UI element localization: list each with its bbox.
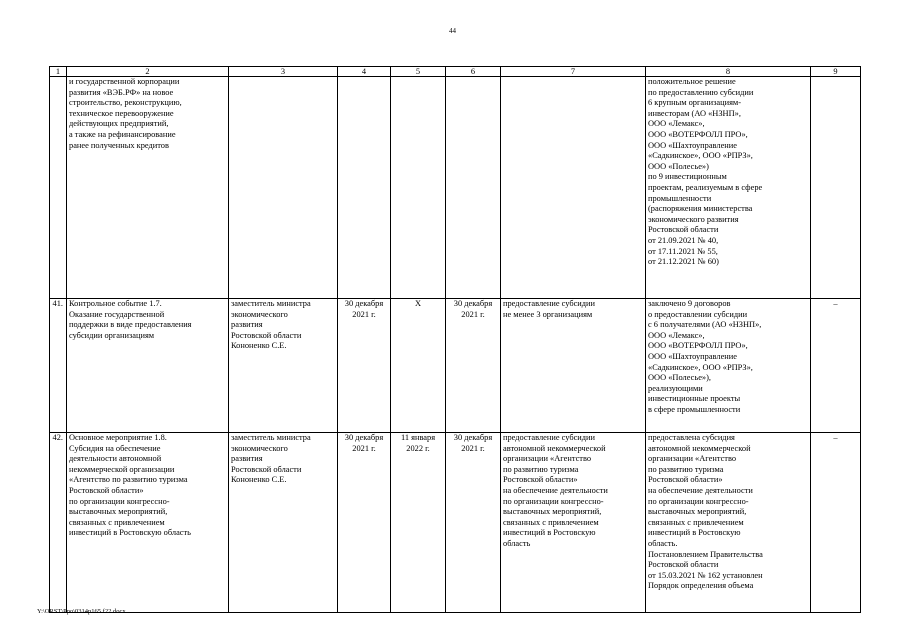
- note: [811, 77, 861, 299]
- note: –: [811, 433, 861, 613]
- row-number: 42.: [50, 433, 67, 613]
- responsible-person: заместитель министра экономического развития Ростовской области Кононенко С.Е.: [229, 433, 338, 613]
- responsible-person: заместитель министра экономического развития Ростовской области Кононенко С.Е.: [229, 299, 338, 433]
- event-name: и государственной корпорации развития «ВЭБ.РФ» на новое строительство, реконструкцию, техническое перевооружение действующих предприятий, а также на рефинансирование ранее полученных кредитов: [67, 77, 229, 299]
- planned-end-date: 30 декабря 2021 г.: [446, 299, 501, 433]
- column-number: 4: [338, 67, 391, 77]
- planned-end-date: [446, 77, 501, 299]
- table-row: [50, 299, 861, 433]
- note: –: [811, 299, 861, 433]
- row-number: 41.: [50, 299, 67, 433]
- planned-start-date: 30 декабря 2021 г.: [338, 299, 391, 433]
- event-name: Основное мероприятие 1.8. Субсидия на обеспечение деятельности автономной некоммерческой организации «Агентство по развитию туризма Ростовской области» по организации конгрессно- выставочных мероприятий, связанных с привлечением инвестиций в Ростовскую область: [67, 433, 229, 613]
- event-name: Контрольное событие 1.7. Оказание государственной поддержки в виде предоставления субсидии организациям: [67, 299, 229, 433]
- column-number: 6: [446, 67, 501, 77]
- planned-start-date: 30 декабря 2021 г.: [338, 433, 391, 613]
- actual-result: положительное решение по предоставлению субсидии 6 крупным организациям- инвесторам (АО «НЗНП», ООО «Лемакс», ООО «ВОТЕРФОЛЛ ПРО», ООО «Шахтоуправление «Садкинское», ООО «РПРЗ», ООО «Полесье») по 9 инвестиционным проектам, реализуемым в сфере промышленности (распоряжения министерства экономического развития Ростовской области от 21.09.2021 № 40, от 17.11.2021 № 55, от 21.12.2021 № 60): [646, 77, 811, 299]
- implementation-report-table: [49, 66, 861, 613]
- column-numbers-row: [50, 67, 861, 77]
- column-number: 5: [391, 67, 446, 77]
- actual-start-date: 11 января 2022 г.: [391, 433, 446, 613]
- actual-result: заключено 9 договоров о предоставлении субсидии с 6 получателями (АО «НЗНП», ООО «Лемакс», ООО «ВОТЕРФОЛЛ ПРО», ООО «Шахтоуправление «Садкинское», ООО «РПРЗ», ООО «Полесье»), реализующими инвестиционные проекты в сфере промышленности: [646, 299, 811, 433]
- planned-start-date: [338, 77, 391, 299]
- row-number: [50, 77, 67, 299]
- column-number: 2: [67, 67, 229, 77]
- actual-start-date: Х: [391, 299, 446, 433]
- responsible-person: [229, 77, 338, 299]
- table-row: [50, 433, 861, 613]
- planned-end-date: 30 декабря 2021 г.: [446, 433, 501, 613]
- page-number: 44: [449, 27, 456, 35]
- column-number: 8: [646, 67, 811, 77]
- expected-result: [501, 77, 646, 299]
- expected-result: предоставление субсидии не менее 3 организациям: [501, 299, 646, 433]
- column-number: 7: [501, 67, 646, 77]
- column-number: 1: [50, 67, 67, 77]
- expected-result: предоставление субсидии автономной некоммерческой организации «Агентство по развитию туризма Ростовской области» на обеспечение деятельности по организации конгрессно- выставочных мероприятий, связанных с привлечением инвестиций в Ростовскую область: [501, 433, 646, 613]
- document-file-path: Y:\ORST\Ppo\0314p165.f22.docx: [37, 608, 126, 615]
- table-row: [50, 77, 861, 299]
- column-number: 9: [811, 67, 861, 77]
- actual-start-date: [391, 77, 446, 299]
- column-number: 3: [229, 67, 338, 77]
- actual-result: предоставлена субсидия автономной некоммерческой организации «Агентство по развитию туризма Ростовской области» на обеспечение деятельности по организации конгрессно- выставочных мероприятий, связанных с привлечением инвестиций в Ростовскую область. Постановлением Правительства Ростовской области от 15.03.2021 № 162 установлен Порядок определения объема: [646, 433, 811, 613]
